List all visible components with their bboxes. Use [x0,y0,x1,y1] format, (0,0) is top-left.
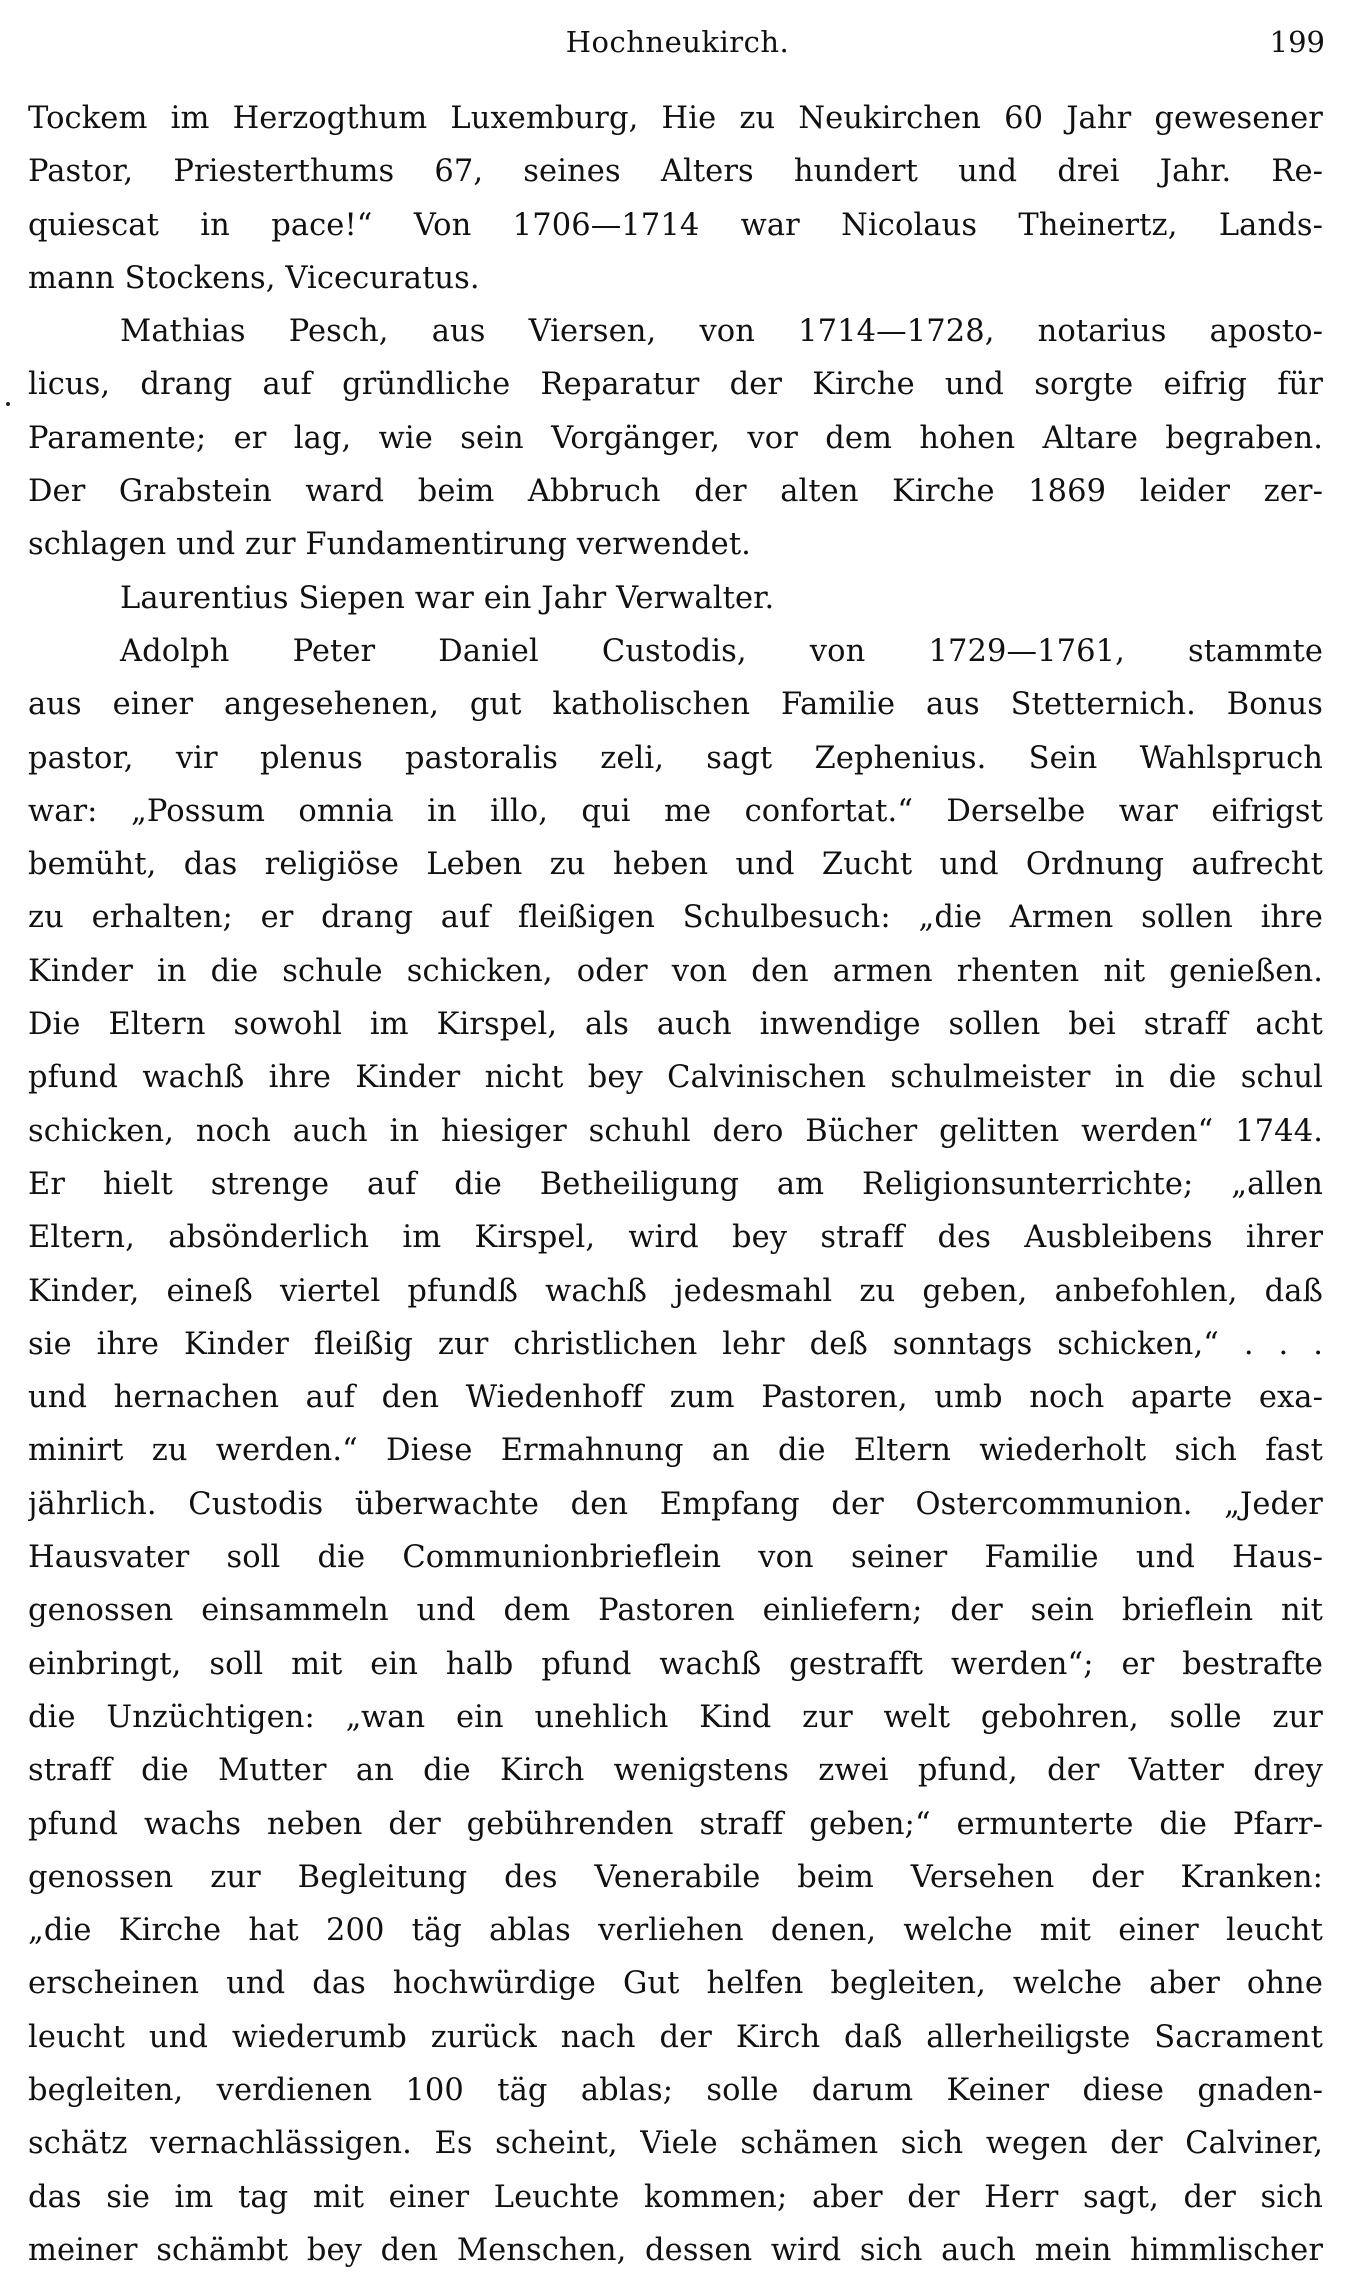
text-line: straff die Mutter an die Kirch wenigstens zwei pfund, der Vatter drey [28,1753,1323,1789]
text-line: „die Kirche hat 200 täg ablas verliehen denen, welche mit einer leucht [28,1913,1323,1949]
body-text [28,92,1323,2277]
text-line: genossen zur Begleitung des Venerabile beim Versehen der Kranken: [28,1859,1323,1895]
text-line: licus, drang auf gründliche Reparatur der Kirche und sorgte eifrig für [28,367,1323,403]
text-line: mann Stockens, Vicecuratus. [28,260,480,296]
text-line: Eltern, absönderlich im Kirspel, wird bey straff des Ausbleibens ihrer [28,1220,1323,1256]
running-title: Hochneukirch. [565,25,790,59]
text-line: Adolph Peter Daniel Custodis, von 1729—1761, stammte [120,633,1323,669]
text-line: meiner schämbt bey den Menschen, dessen wird sich auch mein himmlischer [28,2232,1323,2268]
text-line: zu erhalten; er drang auf fleißigen Schulbesuch: „die Armen sollen ihre [28,900,1323,936]
text-line: Pastor, Priesterthums 67, seines Alters hundert und drei Jahr. Re- [28,154,1323,190]
text-line: aus einer angesehenen, gut katholischen Familie aus Stetternich. Bonus [28,687,1323,723]
page-number: 199 [1269,25,1325,59]
text-line: einbringt, soll mit ein halb pfund wachß gestrafft werden“; er bestrafte [28,1646,1323,1682]
text-line: Der Grabstein ward beim Abbruch der alten Kirche 1869 leider zer- [28,474,1323,510]
text-line: Mathias Pesch, aus Viersen, von 1714—1728, notarius aposto- [120,314,1323,350]
text-line: Hausvater soll die Communionbrieflein von seiner Familie und Haus- [28,1540,1323,1576]
text-line: pfund wachß ihre Kinder nicht bey Calvinischen schulmeister in die schul [28,1060,1323,1096]
text-line: Die Eltern sowohl im Kirspel, als auch inwendige sollen bei straff acht [28,1007,1323,1043]
text-line: pfund wachs neben der gebührenden straff geben;“ ermunterte die Pfarr- [28,1806,1323,1842]
text-line: Tockem im Herzogthum Luxemburg, Hie zu Neukirchen 60 Jahr gewesener [28,101,1323,136]
text-line: sie ihre Kinder fleißig zur christlichen lehr deß sonntags schicken,“ . . . [28,1326,1323,1362]
text-line: schlagen und zur Fundamentirung verwendet. [28,527,751,563]
text-line: Er hielt strenge auf die Betheiligung am Religionsunterrichte; „allen [28,1166,1323,1202]
text-line: Laurentius Siepen war ein Jahr Verwalter. [120,580,775,616]
text-line: pastor, vir plenus pastoralis zeli, sagt Zephenius. Sein Wahlspruch [28,740,1323,776]
margin-mark [6,402,10,406]
running-head [30,22,1325,62]
text-line: und hernachen auf den Wiedenhoff zum Pastoren, umb noch aparte exa- [28,1380,1323,1416]
text-line: begleiten, verdienen 100 täg ablas; solle darum Keiner diese gnaden- [28,2072,1323,2108]
text-line: jährlich. Custodis überwachte den Empfang der Ostercommunion. „Jeder [28,1486,1323,1522]
text-line: erscheinen und das hochwürdige Gut helfen begleiten, welche aber ohne [28,1966,1323,2002]
text-line: Paramente; er lag, wie sein Vorgänger, vor dem hohen Altare begraben. [28,420,1323,456]
text-line: schicken, noch auch in hiesiger schuhl dero Bücher gelitten werden“ 1744. [28,1113,1323,1149]
text-line: die Unzüchtigen: „wan ein unehlich Kind zur welt gebohren, solle zur [28,1699,1323,1735]
text-line: minirt zu werden.“ Diese Ermahnung an die Eltern wiederholt sich fast [28,1433,1323,1469]
text-line: bemüht, das religiöse Leben zu heben und Zucht und Ordnung aufrecht [28,847,1323,883]
text-line: genossen einsammeln und dem Pastoren einliefern; der sein brieflein nit [28,1593,1323,1629]
text-line: das sie im tag mit einer Leuchte kommen; aber der Herr sagt, der sich [28,2179,1323,2215]
text-line: Kinder, eineß viertel pfundß wachß jedesmahl zu geben, anbefohlen, daß [28,1273,1323,1309]
text-line: war: „Possum omnia in illo, qui me confortat.“ Derselbe war eifrigst [28,793,1323,829]
text-line: Kinder in die schule schicken, oder von den armen rhenten nit genießen. [28,953,1323,989]
text-line: leucht und wiederumb zurück nach der Kirch daß allerheiligste Sacrament [28,2019,1323,2055]
text-line: quiescat in pace!“ Von 1706—1714 war Nicolaus Theinertz, Lands- [28,207,1323,243]
text-line: schätz vernachlässigen. Es scheint, Viele schämen sich wegen der Calviner, [28,2126,1323,2162]
